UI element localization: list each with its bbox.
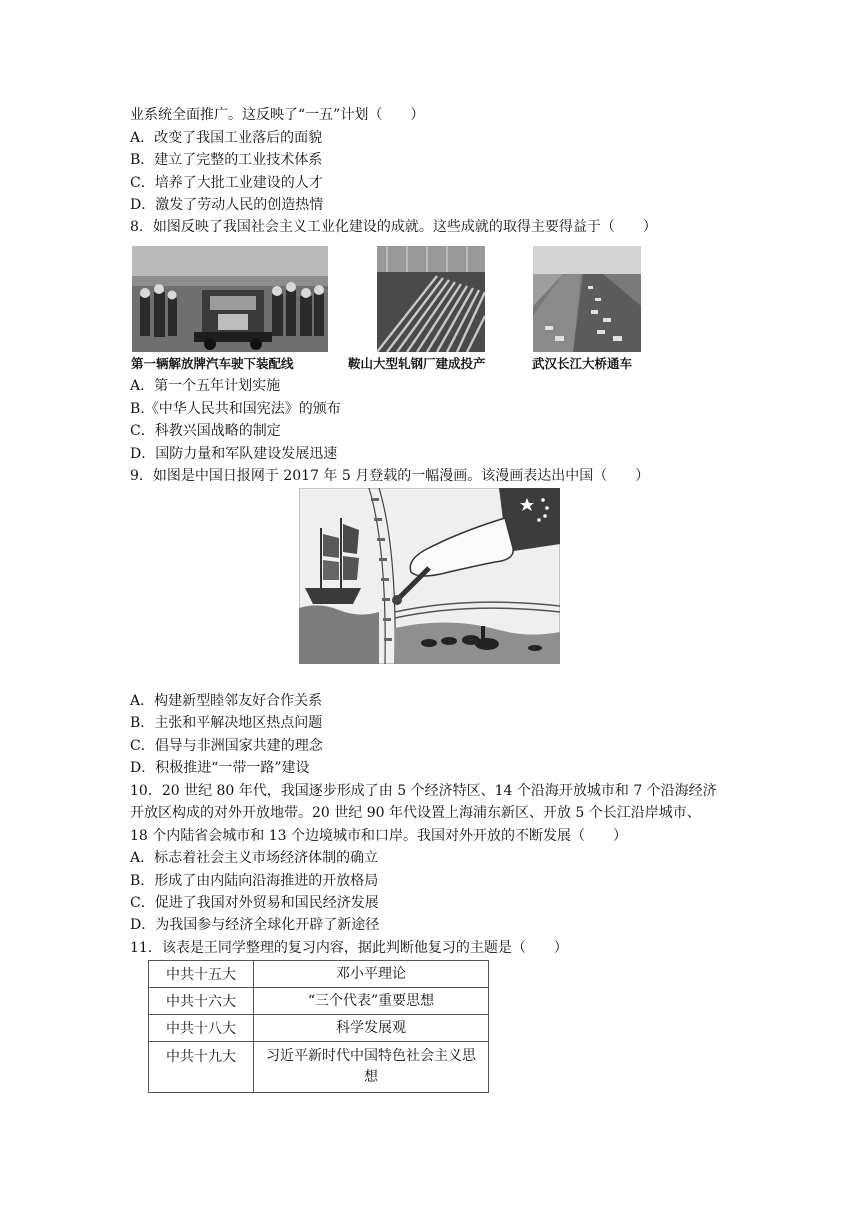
table-cell-congress: 中共十六大 (149, 988, 254, 1015)
table-row (149, 961, 489, 988)
table-cell-theory: 邓小平理论 (254, 961, 489, 988)
table-cell-theory: 习近平新时代中国特色社会主义思想 (254, 1042, 489, 1093)
truck-assembly-photo (132, 246, 328, 352)
q9-option-b: B．主张和平解决地区热点问题 (130, 715, 323, 731)
q9-option-a: A．构建新型睦邻友好合作关系 (130, 693, 323, 709)
review-table (148, 960, 489, 1093)
table-row (149, 1015, 489, 1042)
table-row (149, 1042, 489, 1093)
table-cell-congress: 中共十八大 (149, 1015, 254, 1042)
bridge-photo (533, 246, 641, 352)
q8-option-c: C．科教兴国战略的制定 (130, 423, 281, 439)
truck-photo-caption: 第一辆解放牌汽车驶下装配线 (131, 356, 294, 371)
steel-photo-caption: 鞍山大型轧钢厂建成投产 (348, 356, 486, 371)
q7-option-a: A．改变了我国工业落后的面貌 (130, 130, 323, 146)
q10-option-d: D．为我国参与经济全球化开辟了新途径 (130, 917, 380, 933)
q10-stem-line-1: 10．20 世纪 80 年代，我国逐步形成了由 5 个经济特区、14 个沿海开放城市和 7 个沿海经济 (130, 783, 717, 799)
q11-stem: 11．该表是王同学整理的复习内容，据此判断他复习的主题是（ ） (130, 940, 568, 956)
steel-mill-photo (377, 246, 485, 352)
q9-option-d: D．积极推进“一带一路”建设 (130, 760, 310, 776)
q10-option-b: B．形成了由内陆向沿海推进的开放格局 (130, 873, 379, 889)
q7-stem: 业系统全面推广。这反映了“一五”计划（ ） (130, 107, 425, 123)
table-cell-congress: 中共十五大 (149, 961, 254, 988)
table-cell-congress: 中共十九大 (149, 1042, 254, 1093)
q10-stem-line-3: 18 个内陆省会城市和 13 个边境城市和口岸。我国对外开放的不断发展（ ） (130, 828, 627, 844)
q9-option-c: C．倡导与非洲国家共建的理念 (130, 738, 323, 754)
bridge-photo-caption: 武汉长江大桥通车 (532, 356, 633, 371)
q10-option-a: A．标志着社会主义市场经济体制的确立 (130, 850, 379, 866)
q7-option-c: C．培养了大批工业建设的人才 (130, 175, 323, 191)
q7-option-b: B．建立了完整的工业技术体系 (130, 152, 323, 168)
table-row (149, 988, 489, 1015)
q10-option-c: C．促进了我国对外贸易和国民经济发展 (130, 895, 379, 911)
q10-stem-line-2: 开放区构成的对外开放地带。20 世纪 90 年代设置上海浦东新区、开放 5 个长江沿岸城市、 (130, 805, 701, 821)
q9-stem: 9．如图是中国日报网于 2017 年 5 月登载的一幅漫画。该漫画表达出中国（ ） (130, 468, 650, 484)
q7-option-d: D．激发了劳动人民的创造热情 (130, 197, 324, 213)
q8-option-a: A．第一个五年计划实施 (130, 378, 281, 394)
q8-stem: 8．如图反映了我国社会主义工业化建设的成就。这些成就的取得主要得益于（ ） (130, 219, 657, 235)
table-cell-theory: 科学发展观 (254, 1015, 489, 1042)
q8-option-b: B.《中华人民共和国宪法》的颁布 (130, 401, 341, 417)
table-cell-theory: “三个代表”重要思想 (254, 988, 489, 1015)
belt-road-cartoon (299, 488, 560, 664)
q8-option-d: D．国防力量和军队建设发展迅速 (130, 446, 338, 462)
